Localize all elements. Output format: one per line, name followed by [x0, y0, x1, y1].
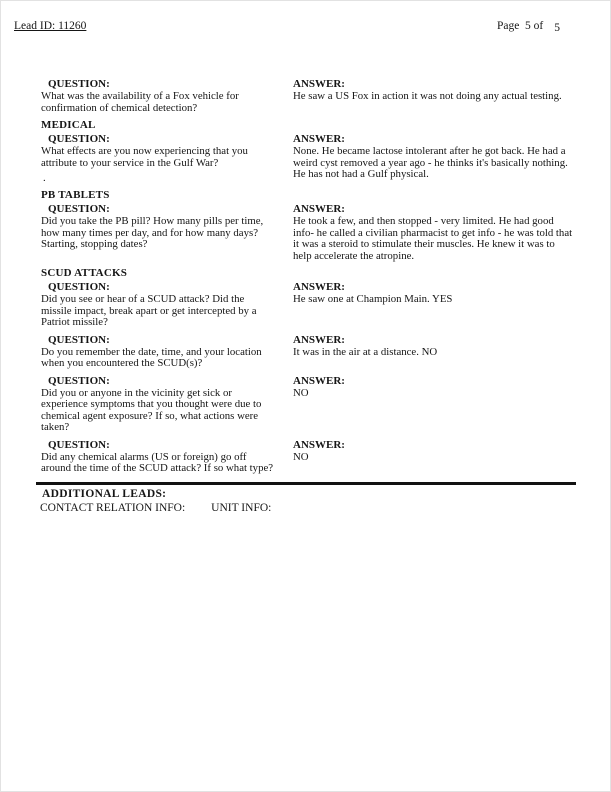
answer-column [293, 439, 576, 464]
question-text: Did you take the PB pill? How many pills per time, how many times per day, and for how many days? Starting, stopping dates? [41, 215, 264, 250]
question-column [41, 133, 293, 184]
section-title-pb-tablets: PB TABLETS [41, 189, 110, 201]
answer-text: None. He became lactose intolerant after he got back. He had a weird cyst removed a year ago - he thinks it's basically nothing. He has not had a Gulf physical. [293, 145, 568, 180]
answer-label: ANSWER: [293, 133, 345, 145]
question-text: Did you see or hear of a SCUD attack? Did the missile impact, break apart or get intercepted by a Patriot missile? [41, 293, 257, 328]
additional-leads-section [36, 482, 576, 514]
page-header [1, 1, 610, 32]
answer-column [293, 281, 576, 306]
answer-label: ANSWER: [293, 281, 345, 293]
answer-label: ANSWER: [293, 438, 345, 451]
qa-block [41, 203, 576, 262]
answer-label: ANSWER: [293, 374, 345, 387]
question-column [41, 439, 293, 475]
qa-block [41, 334, 576, 370]
answer-column [293, 78, 576, 103]
stray-mark: . [43, 172, 46, 184]
question-column [41, 203, 293, 251]
additional-leads-heading: ADDITIONAL LEADS: [42, 487, 167, 500]
question-label: QUESTION: [48, 281, 110, 293]
question-column [41, 375, 293, 434]
page-number-prefix: Page 5 of [496, 20, 544, 32]
question-label: QUESTION: [48, 333, 110, 346]
answer-text: He saw one at Champion Main. YES [293, 293, 453, 305]
question-text: What effects are you now experiencing that you attribute to your service in the Gulf War? [41, 145, 248, 169]
question-column [41, 281, 293, 329]
question-label: QUESTION: [48, 203, 110, 215]
answer-label: ANSWER: [293, 203, 345, 215]
answer-label: ANSWER: [293, 333, 345, 346]
qa-block [41, 78, 576, 114]
question-label: QUESTION: [48, 438, 110, 451]
answer-text: He took a few, and then stopped - very limited. He had good info- he called a civilian pharmacist to get info - he was told that it was a steroid to stimulate their muscles. He knew it was to help accelerate the atropine. [293, 215, 573, 262]
answer-column [293, 203, 576, 262]
qa-block [41, 133, 576, 184]
qa-block [41, 375, 576, 434]
question-label: QUESTION: [48, 374, 110, 387]
section-title-scud-attacks: SCUD ATTACKS [41, 267, 128, 279]
contact-relation-label: CONTACT RELATION INFO: [40, 501, 186, 514]
qa-block [41, 281, 576, 329]
question-text: What was the availability of a Fox vehicle for confirmation of chemical detection? [41, 90, 239, 114]
question-text: Did you or anyone in the vicinity get sick or experience symptoms that you thought were due to chemical agent exposure? If so, what actions were taken? [41, 386, 262, 433]
page-number-total: 5 [554, 22, 560, 34]
answer-text: NO [293, 386, 309, 399]
answer-column [293, 133, 576, 181]
answer-text: NO [293, 450, 309, 463]
answer-column [293, 375, 576, 400]
answer-text: He saw a US Fox in action it was not doing any actual testing. [293, 90, 562, 102]
lead-id: Lead ID: 11260 [14, 20, 87, 32]
qa-block [41, 439, 576, 475]
question-label: QUESTION: [48, 78, 110, 90]
question-column [41, 78, 293, 114]
question-text: Did any chemical alarms (US or foreign) go off around the time of the SCUD attack? If so what type? [41, 450, 274, 474]
unit-info-label: UNIT INFO: [211, 501, 272, 514]
document-body [41, 78, 576, 475]
question-text: Do you remember the date, time, and your location when you encountered the SCUD(s)? [41, 345, 262, 369]
question-label: QUESTION: [48, 133, 110, 145]
section-divider-rule [36, 482, 576, 485]
answer-text: It was in the air at a distance. NO [293, 345, 438, 358]
question-column [41, 334, 293, 370]
answer-label: ANSWER: [293, 78, 345, 90]
answer-column [293, 334, 576, 359]
contact-unit-line [36, 502, 576, 514]
page-number [497, 20, 560, 32]
section-title-medical: MEDICAL [41, 119, 96, 131]
